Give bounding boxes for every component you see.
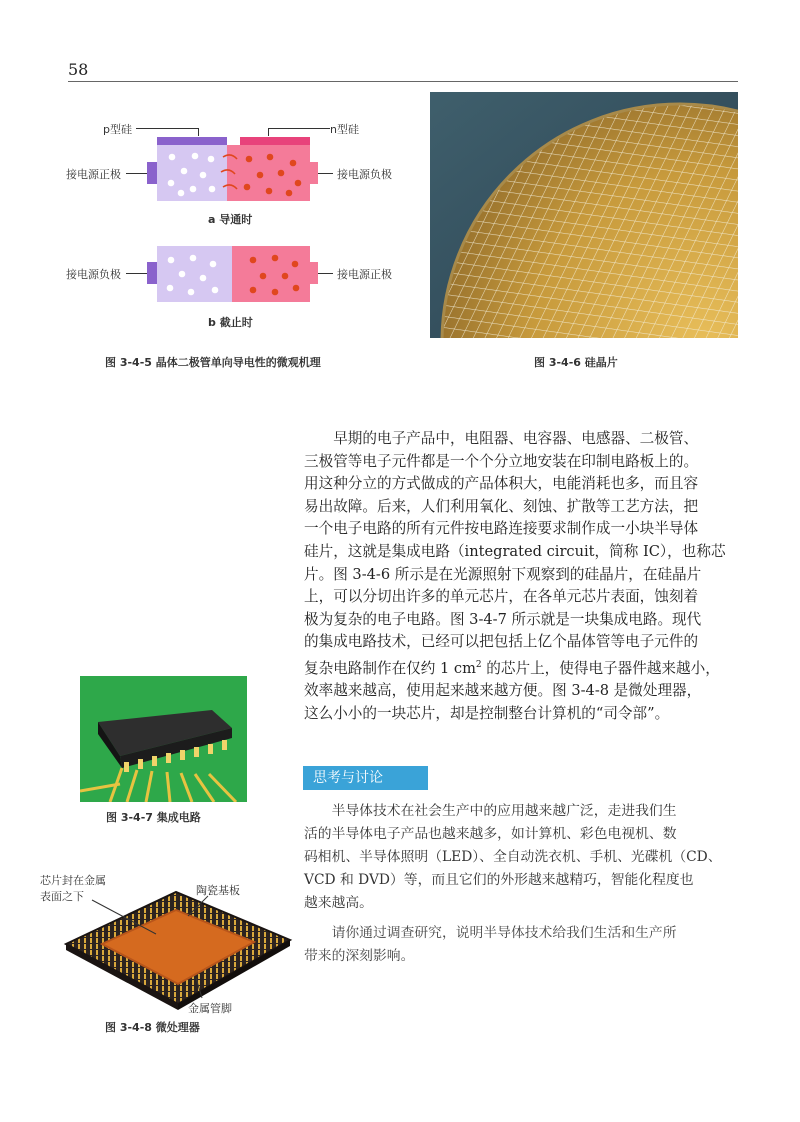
integrated-circuit-photo	[80, 676, 247, 802]
main-line-6: 硅片，这就是集成电路（integrated circuit，简称 IC），也称芯	[304, 542, 726, 560]
label-positive-a: 接电源正极	[66, 168, 121, 181]
discussion-line-4: VCD 和 DVD）等，而且它们的外形越来越精巧，智能化程度也	[304, 872, 694, 888]
holes-b	[167, 255, 219, 296]
main-line-5: 一个电子电路的所有元件按电路连接要求制作成一小块半导体	[304, 520, 699, 538]
section-title-discussion: 思考与讨论	[303, 766, 428, 790]
leader-right-a	[318, 173, 333, 174]
page-number: 58	[68, 60, 89, 79]
leader-left-b	[126, 273, 147, 274]
prompt-line-1: 请你通过调查研究，说明半导体技术给我们生活和生产所	[304, 925, 677, 941]
caption-3-4-8: 图 3-4-8 微处理器	[105, 1021, 200, 1034]
label-negative-a: 接电源负极	[337, 168, 392, 181]
prompt-line-2: 带来的深刻影响。	[304, 948, 415, 964]
discussion-line-5: 越来越高。	[304, 895, 373, 911]
electrons-a	[244, 154, 302, 197]
p-leader-line	[136, 128, 198, 129]
silicon-wafer-photo	[430, 92, 738, 338]
n-leader-line	[268, 128, 330, 129]
electrode-right-a	[310, 162, 318, 184]
main-line-3: 用这种分立的方式做成的产品体积大，电能消耗也多，而且容	[304, 475, 699, 493]
electrode-left-a	[147, 162, 157, 184]
superscript-2: 2	[475, 659, 482, 670]
main-line-1: 早期的电子产品中，电阻器、电容器、电感器、二极管、	[304, 430, 699, 447]
label-ceramic-substrate: 陶瓷基板	[196, 884, 240, 897]
main-line-8: 上，可以分切出许多的单元芯片，在各单元芯片表面，蚀刻着	[304, 588, 699, 606]
discussion-line-2: 活的半导体电子产品也越来越多，如计算机、彩色电视机、数	[304, 826, 677, 842]
holes-a	[168, 153, 216, 197]
discussion-paragraph	[304, 800, 744, 915]
leader-left-a	[126, 173, 147, 174]
main-line-2: 三极管等电子元件都是一个个分立地安装在印制电路板上的。	[304, 452, 699, 470]
caption-3-4-7: 图 3-4-7 集成电路	[106, 811, 201, 824]
label-chip-under-metal-2: 表面之下	[40, 890, 84, 903]
leader-right-b	[318, 273, 333, 274]
carriers-b	[157, 246, 310, 302]
electrode-n-top	[240, 137, 310, 145]
electrode-p-top	[157, 137, 227, 145]
figure-3-4-7	[80, 676, 247, 824]
leader-lines-3-4-8	[40, 870, 300, 1020]
main-line-11-a: 复杂电路制作在仅约 1 cm	[304, 659, 476, 677]
main-line-11-b: 的芯片上，使得电子器件越来越小，	[481, 659, 720, 677]
caption-3-4-5: 图 3-4-5 晶体二极管单向导电性的微观机理	[105, 356, 321, 369]
label-positive-b: 接电源正极	[337, 268, 392, 281]
caption-a: a 导通时	[208, 213, 253, 226]
main-line-4: 易出故障。后来，人们利用氧化、刻蚀、扩散等工艺方法，把	[304, 497, 699, 515]
caption-b: b 截止时	[208, 316, 253, 329]
label-chip-under-metal-1: 芯片封在金属	[40, 874, 106, 887]
discussion-line-3: 码相机、半导体照明（LED）、全自动洗衣机、手机、光碟机（CD、	[304, 849, 722, 865]
main-line-11	[304, 654, 744, 680]
figure-3-4-8	[40, 870, 300, 1035]
discussion-line-1: 半导体技术在社会生产中的应用越来越广泛，走进我们生	[304, 803, 677, 819]
caption-3-4-6: 图 3-4-6 硅晶片	[534, 356, 618, 369]
main-line-12: 效率越来越高，使用起来越来越方便。图 3-4-8 是微处理器，	[304, 682, 702, 700]
carriers-a	[157, 145, 310, 201]
main-line-9: 极为复杂的电子电路。图 3-4-7 所示就是一块集成电路。现代	[304, 610, 702, 628]
p-leader-drop	[198, 128, 199, 136]
figure-3-4-6	[430, 92, 738, 369]
main-line-13: 这么小小的一块芯片，却是控制整台计算机的“司令部”。	[304, 704, 670, 722]
main-paragraph	[304, 428, 744, 726]
label-metal-pins: 金属管脚	[188, 1002, 232, 1015]
p-type-label: p型硅	[103, 123, 132, 136]
n-type-label: n型硅	[330, 123, 359, 136]
main-line-10: 的集成电路技术，已经可以把包括上亿个晶体管等电子元件的	[304, 633, 699, 651]
electrons-b	[250, 255, 300, 296]
discussion-prompt	[304, 922, 744, 968]
main-line-7: 片。图 3-4-6 所示是在光源照射下观察到的硅晶片，在硅晶片	[304, 565, 702, 583]
electrode-right-b	[310, 262, 318, 284]
electrode-left-b	[147, 262, 157, 284]
figure-3-4-5	[0, 0, 420, 370]
flow-arrows-a	[221, 155, 237, 189]
n-leader-drop	[268, 128, 269, 136]
label-negative-b: 接电源负极	[66, 268, 121, 281]
